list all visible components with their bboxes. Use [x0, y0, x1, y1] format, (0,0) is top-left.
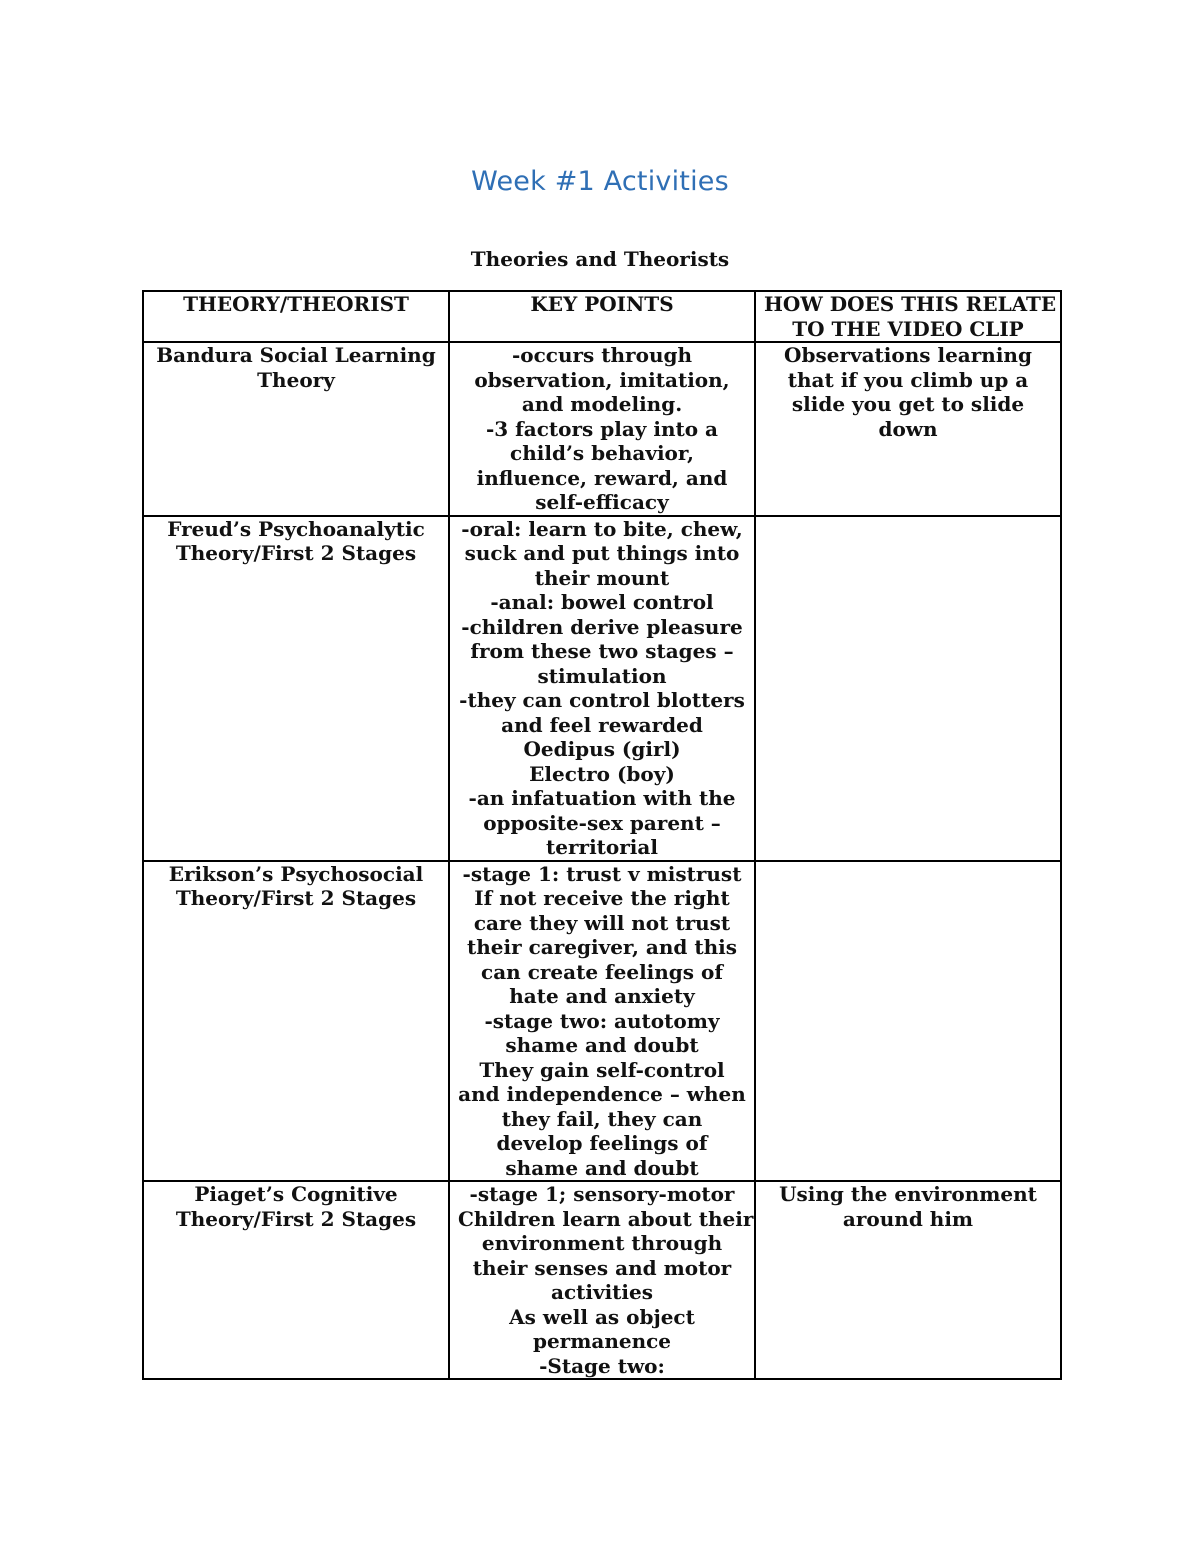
- cell-line: -oral: learn to bite, chew,: [461, 516, 743, 541]
- relation-cell: [755, 516, 1061, 861]
- cell-line: They gain self-control: [479, 1057, 725, 1082]
- header-text: KEY POINTS: [530, 292, 674, 316]
- cell-line: Erikson’s Psychosocial: [168, 861, 424, 886]
- header-theory-theorist: [143, 291, 449, 342]
- cell-line: Freud’s Psychoanalytic: [167, 516, 425, 541]
- cell-line: their mount: [534, 565, 670, 590]
- table-row: [143, 342, 1061, 516]
- cell-line: shame and doubt: [505, 1033, 699, 1057]
- theory-cell: [143, 1181, 449, 1379]
- cell-line: can create feelings of: [481, 959, 723, 984]
- header-row: [143, 291, 1061, 342]
- theory-cell: [143, 861, 449, 1182]
- cell-line: permanence: [532, 1329, 672, 1353]
- key-points-cell: [449, 861, 755, 1182]
- key-points-cell: [449, 516, 755, 861]
- cell-line: Piaget’s Cognitive: [194, 1182, 398, 1206]
- cell-line: Theory/First 2 Stages: [175, 541, 417, 565]
- cell-line: care they will not trust: [473, 910, 731, 935]
- table-row: [143, 861, 1061, 1182]
- cell-line: child’s behavior,: [510, 441, 694, 465]
- key-points-cell: [449, 1181, 755, 1379]
- cell-line: suck and put things into: [464, 541, 740, 565]
- table-caption: Theories and Theorists: [470, 247, 730, 271]
- cell-line: influence, reward, and: [476, 465, 728, 490]
- cell-line: Bandura Social Learning: [156, 343, 436, 367]
- cell-line: activities: [550, 1280, 653, 1304]
- cell-line: opposite-sex parent –: [483, 810, 721, 835]
- relation-cell: [755, 861, 1061, 1182]
- header-text: TO THE VIDEO CLIP: [792, 316, 1024, 341]
- cell-line: Observations learning: [784, 343, 1032, 367]
- cell-line: If not receive the right: [474, 886, 730, 910]
- cell-line: -3 factors play into a: [485, 416, 719, 441]
- cell-line: their caregiver, and this: [466, 935, 738, 959]
- cell-line: Theory: [257, 367, 335, 392]
- cell-line: -stage 1: trust v mistrust: [462, 861, 742, 886]
- cell-line: and independence – when: [458, 1082, 746, 1106]
- cell-line: develop feelings of: [496, 1131, 708, 1155]
- cell-line: and feel rewarded: [501, 712, 703, 737]
- cell-line: -children derive pleasure: [461, 614, 743, 639]
- cell-line: -stage 1; sensory-motor: [469, 1182, 735, 1206]
- header-relation: [755, 291, 1061, 342]
- cell-line: As well as object: [509, 1304, 695, 1329]
- relation-cell: [755, 1181, 1061, 1379]
- cell-line: stimulation: [537, 663, 667, 688]
- theory-cell: [143, 516, 449, 861]
- cell-line: Using the environment: [779, 1182, 1037, 1206]
- header-text: THEORY/THEORIST: [183, 292, 409, 316]
- cell-line: -stage two: autotomy: [484, 1008, 720, 1033]
- header-key-points: [449, 291, 755, 342]
- cell-line: environment through: [481, 1231, 723, 1255]
- cell-line: -anal: bowel control: [490, 590, 714, 614]
- cell-line: slide you get to slide: [791, 392, 1025, 416]
- cell-line: -Stage two:: [539, 1353, 665, 1378]
- cell-line: -they can control blotters: [459, 688, 745, 712]
- cell-line: Theory/First 2 Stages: [175, 886, 417, 910]
- cell-line: territorial: [546, 835, 658, 859]
- table-row: [143, 516, 1061, 861]
- cell-line: -an infatuation with the: [468, 786, 736, 810]
- cell-line: -occurs through: [511, 343, 693, 367]
- theory-cell: [143, 342, 449, 516]
- cell-line: self-efficacy: [535, 490, 669, 514]
- relation-cell: [755, 342, 1061, 516]
- cell-line: Children learn about their: [458, 1206, 754, 1231]
- cell-line: their senses and motor: [472, 1255, 732, 1280]
- cell-line: observation, imitation,: [474, 367, 730, 392]
- cell-line: they fail, they can: [501, 1106, 703, 1131]
- cell-line: shame and doubt: [505, 1155, 699, 1180]
- table-row: [143, 1181, 1061, 1379]
- cell-line: down: [878, 416, 938, 441]
- cell-line: Oedipus (girl): [523, 737, 681, 761]
- header-text: HOW DOES THIS RELATE: [764, 292, 1057, 316]
- key-points-cell: [449, 342, 755, 516]
- theories-table: [142, 290, 1062, 1380]
- cell-line: Electro (boy): [529, 761, 675, 786]
- cell-line: around him: [842, 1206, 974, 1231]
- cell-line: from these two stages –: [470, 639, 734, 663]
- cell-line: and modeling.: [521, 392, 683, 416]
- cell-line: that if you climb up a: [787, 367, 1029, 392]
- page-title: Week #1 Activities: [471, 166, 729, 197]
- cell-line: Theory/First 2 Stages: [175, 1206, 417, 1231]
- cell-line: hate and anxiety: [509, 984, 695, 1008]
